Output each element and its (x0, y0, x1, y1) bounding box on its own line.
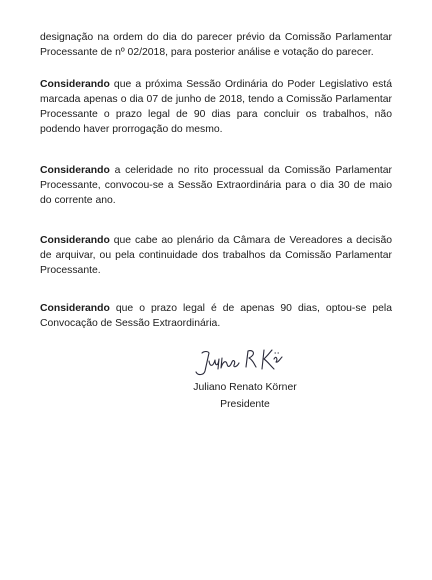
paragraph-considerando-4 (40, 301, 392, 331)
paragraph-text: a celeridade no rito processual da Comissão Parlamentar Processante, convocou-se a Sessão Extraordinária para o dia 30 de maio do corrente ano. (40, 165, 392, 206)
paragraph-text: que a próxima Sessão Ordinária do Poder Legislativo está marcada apenas o dia 07 de junho de 2018, tendo a Comissão Parlamentar Processante o prazo legal de 90 dias para concluir os trabalhos, não podendo haver prorrogação do mesmo. (40, 79, 392, 135)
paragraph-lead: Considerando (40, 79, 110, 90)
paragraph-lead: Considerando (40, 235, 110, 246)
paragraph-considerando-2 (40, 163, 392, 208)
paragraph-considerando-1 (40, 77, 392, 137)
signer-role: Presidente (220, 399, 270, 410)
paragraph-text: que o prazo legal é de apenas 90 dias, optou-se pela Convocação de Sessão Extraordinária. (40, 303, 392, 329)
paragraph-lead: Considerando (40, 165, 110, 176)
handwritten-signature (192, 345, 284, 381)
paragraph-considerando-3 (40, 233, 392, 278)
paragraph-text: designação na ordem do dia do parecer prévio da Comissão Parlamentar Processante de nº 02/2018, para posterior análise e votação do parecer. (40, 32, 392, 58)
paragraph-lead: Considerando (40, 303, 110, 314)
paragraph-text: que cabe ao plenário da Câmara de Vereadores a decisão de arquivar, ou pela continuidade dos trabalhos da Comissão Parlamentar Processante. (40, 235, 392, 276)
paragraph-continuation (40, 30, 392, 60)
signer-name: Juliano Renato Körner (193, 382, 297, 393)
